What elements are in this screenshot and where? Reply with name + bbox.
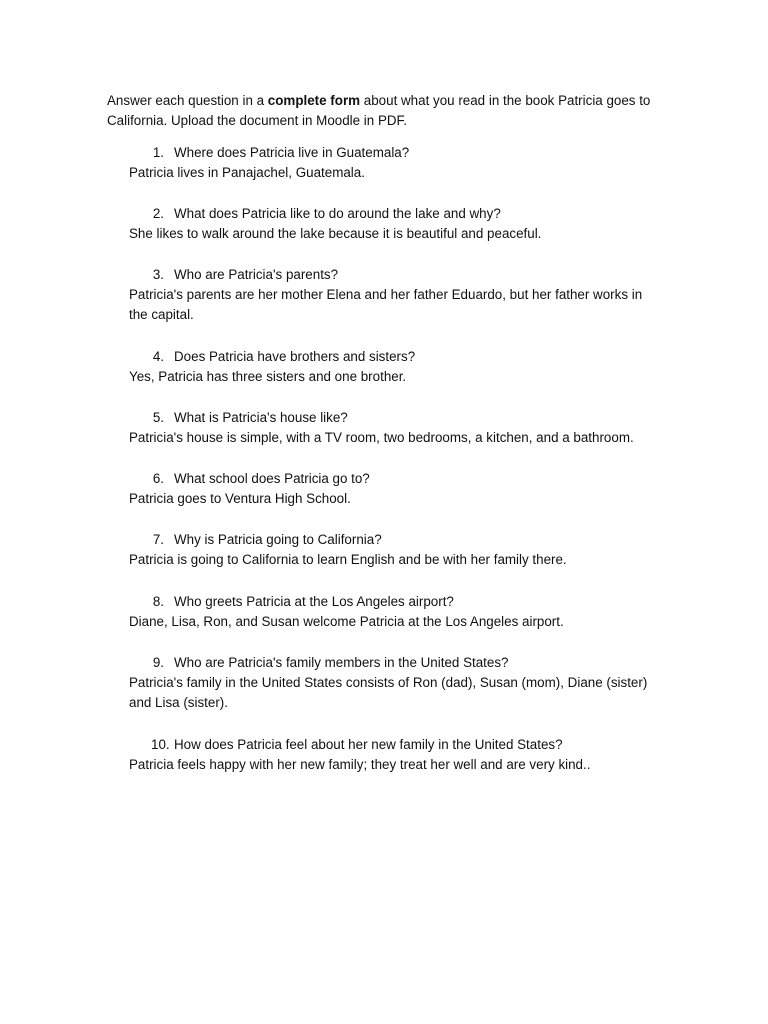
question-line — [0, 265, 768, 285]
qa-item-3 — [0, 265, 768, 325]
question-line — [0, 143, 768, 163]
answer-text: Patricia goes to Ventura High School. — [129, 491, 351, 506]
question-text: Who greets Patricia at the Los Angeles airport? — [174, 594, 454, 609]
answer-text: Patricia's family in the United States consists of Ron (dad), Susan (mom), Diane (sister) and Lisa (sister). — [129, 675, 648, 710]
qa-item-4 — [0, 347, 768, 387]
question-text: Who are Patricia's parents? — [174, 267, 339, 282]
question-text: Does Patricia have brothers and sisters? — [174, 349, 416, 364]
question-line — [0, 469, 768, 489]
instructions-text-start: Answer each question in a — [107, 93, 268, 108]
instructions-paragraph — [107, 91, 667, 131]
qa-item-5 — [0, 408, 768, 448]
qa-item-6 — [0, 469, 768, 509]
qa-item-7 — [0, 530, 768, 570]
question-line — [0, 408, 768, 428]
question-line — [0, 735, 768, 755]
question-text: Why is Patricia going to California? — [174, 532, 382, 547]
qa-item-8 — [0, 592, 768, 632]
question-number: 6. — [152, 471, 164, 486]
instructions-text-end: about what you read in the book Patricia goes to California. Upload the document in Moodle in PDF. — [107, 93, 651, 128]
question-number: 10. — [151, 737, 170, 752]
instructions-bold-text: complete form — [267, 93, 361, 108]
question-number: 5. — [152, 410, 164, 425]
question-text: Where does Patricia live in Guatemala? — [174, 145, 410, 160]
question-line — [0, 347, 768, 367]
answer-text: Patricia lives in Panajachel, Guatemala. — [129, 165, 365, 180]
answer-text: Patricia's parents are her mother Elena and her father Eduardo, but her father works in the capital. — [129, 287, 643, 322]
question-number: 2. — [152, 206, 164, 221]
question-text: What school does Patricia go to? — [174, 471, 370, 486]
qa-item-1 — [0, 143, 768, 183]
question-number: 3. — [152, 267, 164, 282]
qa-item-9 — [0, 653, 768, 713]
question-text: Who are Patricia's family members in the United States? — [174, 655, 509, 670]
qa-item-2 — [0, 204, 768, 244]
question-text: How does Patricia feel about her new family in the United States? — [174, 737, 563, 752]
answer-text: Diane, Lisa, Ron, and Susan welcome Patricia at the Los Angeles airport. — [129, 614, 564, 629]
answer-text: Patricia feels happy with her new family; they treat her well and are very kind.. — [129, 757, 591, 772]
question-line — [0, 204, 768, 224]
question-number: 8. — [152, 594, 164, 609]
question-line — [0, 592, 768, 612]
question-number: 7. — [152, 532, 164, 547]
answer-text: Yes, Patricia has three sisters and one brother. — [129, 369, 407, 384]
question-line — [0, 653, 768, 673]
answer-text: Patricia's house is simple, with a TV room, two bedrooms, a kitchen, and a bathroom. — [129, 430, 634, 445]
question-number: 1. — [152, 145, 164, 160]
question-line — [0, 530, 768, 550]
question-text: What does Patricia like to do around the lake and why? — [174, 206, 501, 221]
question-number: 9. — [152, 655, 164, 670]
question-number: 4. — [152, 349, 164, 364]
answer-text: Patricia is going to California to learn English and be with her family there. — [129, 552, 567, 567]
question-text: What is Patricia's house like? — [174, 410, 348, 425]
qa-item-10 — [0, 735, 768, 775]
answer-text: She likes to walk around the lake because it is beautiful and peaceful. — [129, 226, 542, 241]
